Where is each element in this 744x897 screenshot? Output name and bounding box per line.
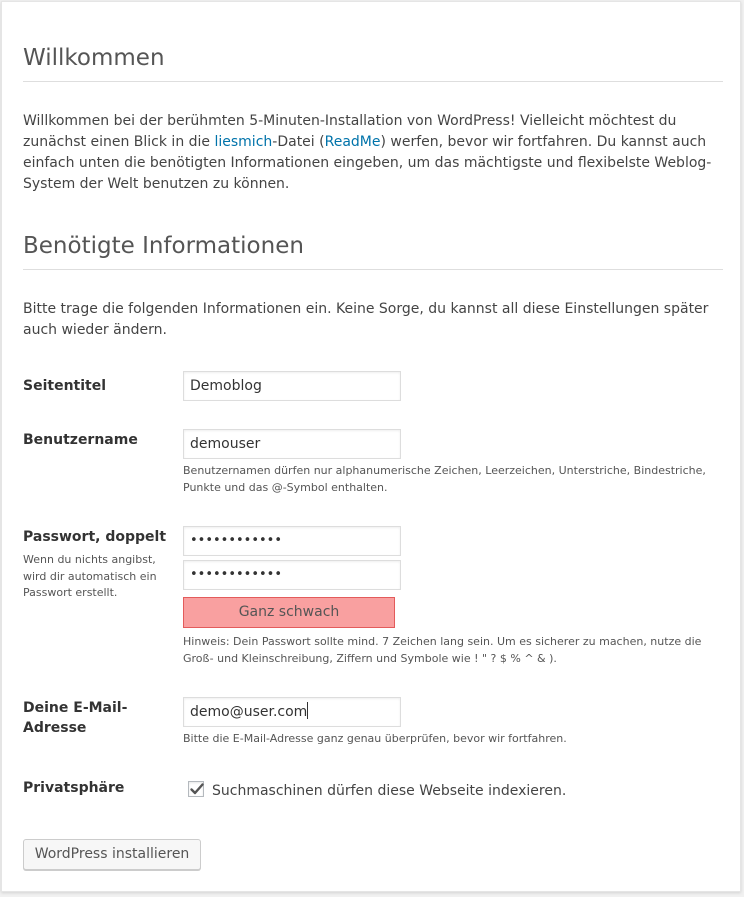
- welcome-text-part3: ) werfen, bevor wir fortfahren. Du kannst auch einfach unten die benötigten Informationen eingeben, um das mächtigste und flexibelste Weblog-System der Welt benutzen zu können.: [23, 134, 712, 192]
- welcome-text-part1: Willkommen bei der berühmten 5-Minuten-Installation von WordPress! Vielleicht möchtest du zunächst einen Blick in die: [23, 113, 677, 150]
- email-value: demo@user.com: [190, 704, 308, 720]
- welcome-text-part2: -Datei (: [272, 134, 325, 150]
- email-input[interactable]: [183, 697, 401, 727]
- email-label: Deine E-Mail-Adresse: [23, 700, 128, 736]
- password-sublabel: Wenn du nichts angibst, wird dir automatisch ein Passwort erstellt.: [23, 553, 157, 599]
- welcome-text: [23, 111, 725, 195]
- info-intro: Bitte trage die folgenden Informationen ein. Keine Sorge, du kannst all diese Einstellungen später auch wieder ändern.: [23, 301, 709, 338]
- search-engine-checkbox-label[interactable]: Suchmaschinen dürfen diese Webseite indexieren.: [212, 783, 567, 799]
- welcome-heading: Willkommen: [23, 45, 165, 71]
- checkmark-icon: [188, 780, 206, 798]
- username-input[interactable]: [183, 429, 401, 459]
- info-heading: Benötigte Informationen: [23, 233, 304, 259]
- password-input-2[interactable]: [183, 560, 401, 590]
- welcome-divider: [23, 81, 723, 82]
- site-title-label: Seitentitel: [23, 378, 107, 394]
- username-value: demouser: [190, 436, 261, 452]
- password-value-1: ••••••••••••: [190, 533, 283, 548]
- username-label: Benutzername: [23, 432, 138, 448]
- password-input-1[interactable]: [183, 526, 401, 556]
- password-strength-indicator: Ganz schwach: [183, 597, 395, 628]
- search-engine-checkbox[interactable]: [188, 781, 204, 797]
- password-hint: Hinweis: Dein Passwort sollte mind. 7 Zeichen lang sein. Um es sicherer zu machen, nutze die Groß- und Kleinschreibung, Ziffern und Symbole wie ! " ? $ % ^ & ).: [183, 635, 702, 665]
- password-label: Passwort, doppelt: [23, 529, 167, 545]
- info-divider: [23, 269, 723, 270]
- text-cursor: [307, 702, 308, 719]
- readme-link[interactable]: ReadMe: [324, 134, 381, 150]
- site-title-value: Demoblog: [190, 378, 262, 394]
- email-hint: Bitte die E-Mail-Adresse ganz genau überprüfen, bevor wir fortfahren.: [183, 732, 567, 745]
- liesmich-link[interactable]: liesmich: [214, 134, 273, 150]
- install-panel: [1, 1, 741, 892]
- install-wordpress-button[interactable]: WordPress installieren: [23, 839, 201, 870]
- password-value-2: ••••••••••••: [190, 567, 283, 582]
- site-title-input[interactable]: [183, 371, 401, 401]
- username-hint: Benutzernamen dürfen nur alphanumerische Zeichen, Leerzeichen, Unterstriche, Bindestriche, Punkte und das @-Symbol enthalten.: [183, 464, 706, 494]
- privacy-label: Privatsphäre: [23, 780, 125, 796]
